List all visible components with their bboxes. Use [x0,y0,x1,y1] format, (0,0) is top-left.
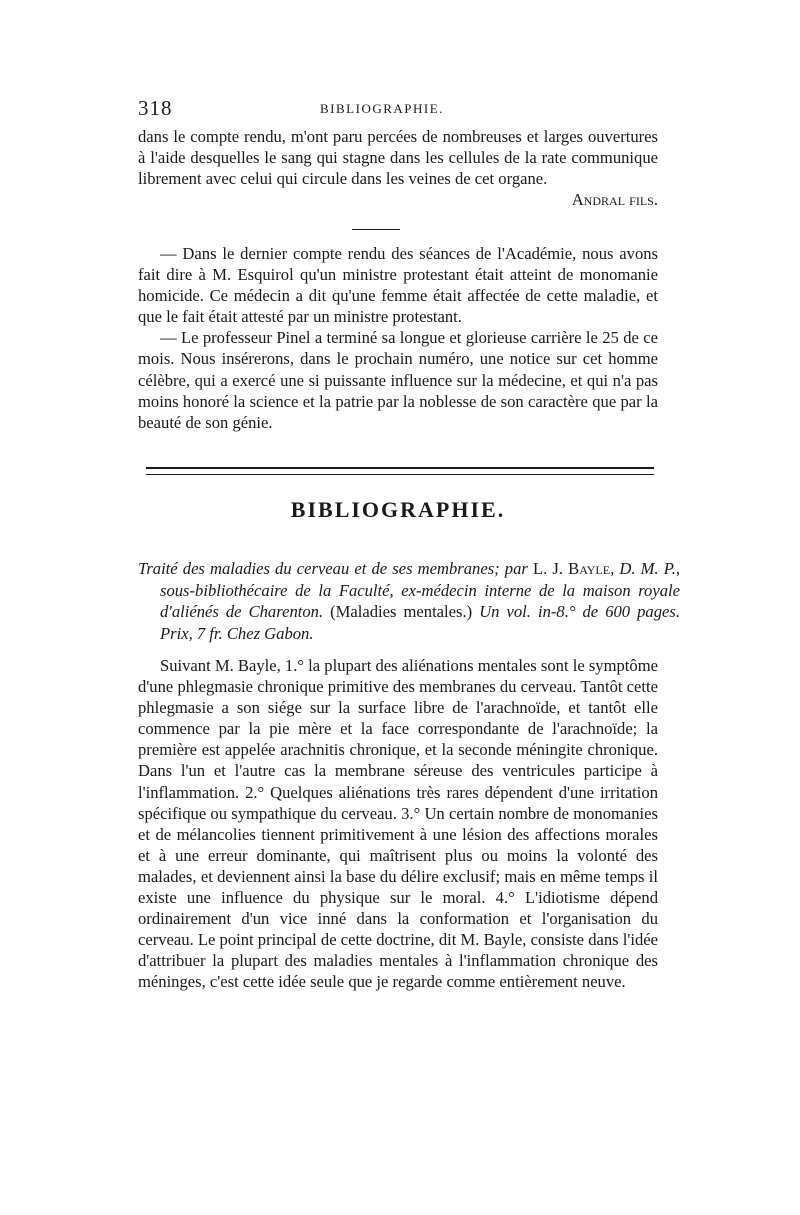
notices [138,243,658,433]
continuation-text: dans le compte rendu, m'ont paru percées de nombreuses et larges ouvertures à l'aide desquelles le sang qui stagne dans les cellules de la rate communique librement avec celui qui circule dans les veines de cet organe. [138,127,658,189]
notice-pinel: — Le professeur Pinel a terminé sa longue et glorieuse carrière le 25 de ce mois. Nous insérerons, dans le prochain numéro, une notice sur cet homme célèbre, qui a exercé une si puissante influence sur la médecine, et qui n'a pas moins honoré la science et la patrie par la noblesse de son caractère que par la beauté de son génie. [138,328,658,432]
short-rule-divider [352,229,400,230]
double-rule-bottom [146,474,654,475]
page-header [138,96,658,120]
continuation-paragraph [138,126,658,210]
review-title-part1: Traité des maladies du cerveau et de ses membranes; par [138,559,528,578]
signature: Andral fils. [571,190,658,210]
notice-esquirol: — Dans le dernier compte rendu des séances de l'Académie, nous avons fait dire à M. Esquirol qu'un ministre protestant était atteint de monomanie homicide. Ce médecin a dit qu'une femme était affectée de cette maladie, et que le fait était attesté par un ministre protestant. [138,244,658,327]
review-title-bracket: (Maladies mentales.) [330,602,473,621]
review-title-part2: , D. M. P., sous-bibliothécaire de la Faculté, ex-médecin interne de la maison royale d'aliénés de Charenton. [160,559,680,621]
double-rule-top [146,467,654,469]
review-title-part3: Un vol. in-8.° de 600 pages. Prix, 7 fr. Chez Gabon. [160,602,680,643]
review-author-initials: L. J. [532,559,563,578]
review-author-name: Bayle [568,559,611,578]
review-title [138,558,680,644]
review-body [138,655,658,993]
running-head: BIBLIOGRAPHIE. [320,101,444,116]
review-body-text: Suivant M. Bayle, 1.° la plupart des aliénations mentales sont le symptôme d'une phlegmasie chronique primitive des membranes du cerveau. Tantôt cette phlegmasie a son siége sur la surface libre de l'arachnoïde, et tantôt elle commence par la pie mère et la face correspondante de l'arachnoïde; la première est appelée arachnitis chronique, et la seconde méningite chronique. Dans l'un et l'autre cas la membrane séreuse des ventricules participe à l'inflammation. 2.° Quelques aliénations très rares dépendent d'une irritation spécifique ou sympathique du cerveau. 3.° Un certain nombre de monomanies et de mélancolies tiennent primitivement à une lésion des affections morales et à une erreur dominante, qui maîtrisent plus ou moins la volonté des malades, et deviennent ainsi la base du délire exclusif; mais en même temps il existe une influence du physique sur le moral. 4.° L'idiotisme dépend ordinairement d'un vice inné dans la conformation et l'organisation du cerveau. Le point principal de cette doctrine, dit M. Bayle, consiste dans l'idée d'attribuer la plupart des maladies mentales à l'inflammation chronique des méninges, c'est cette idée seule que je regarde comme entièrement neuve. [138,656,658,992]
page-number: 318 [138,96,173,120]
section-title: BIBLIOGRAPHIE. [290,497,506,522]
